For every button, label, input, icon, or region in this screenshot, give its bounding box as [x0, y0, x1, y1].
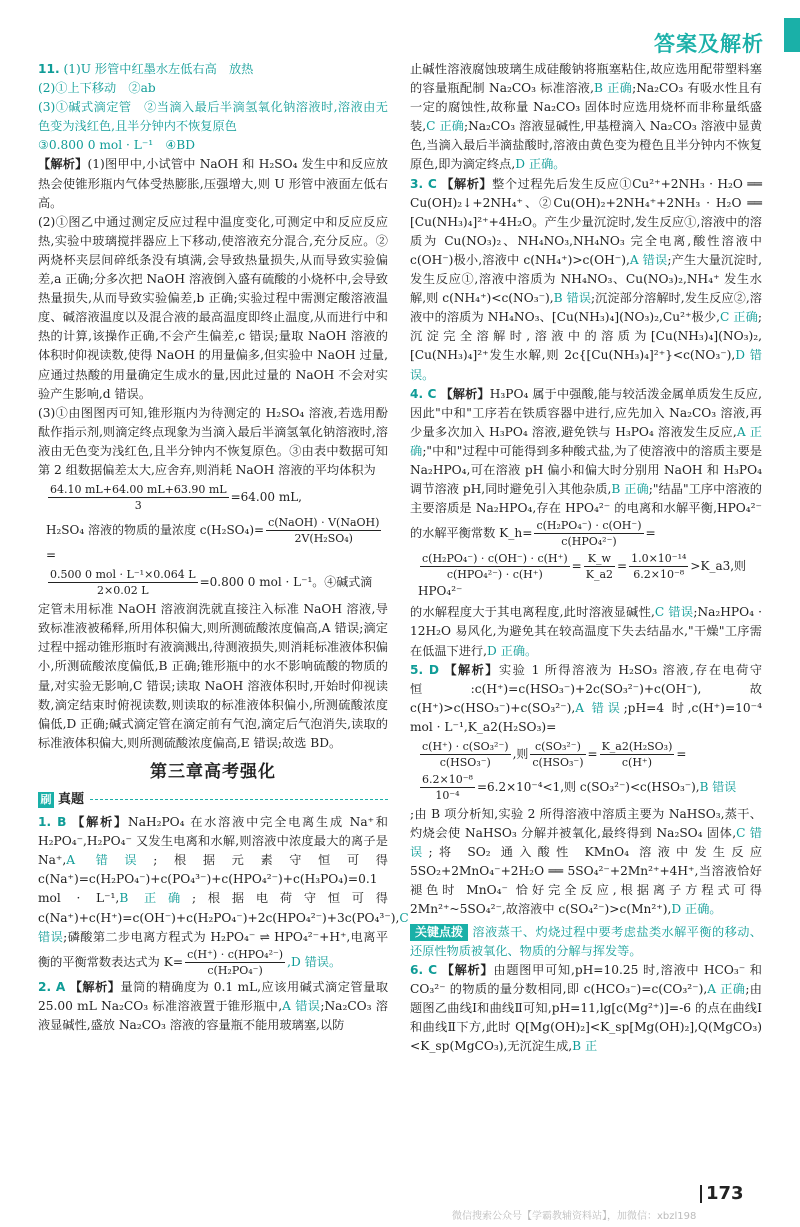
q4-f2-denominator: c(HPO₄²⁻) · c(H⁺): [446, 568, 543, 582]
q3-text-3: ;沉淀部分溶解时,发生反应②,溶液中的溶质为 NH₄NO₃、[Cu(NH₃)₄](NO₃)₂,Cu²⁺极少,: [410, 291, 762, 325]
q4-formula-hydrolysis: [418, 551, 762, 601]
q5-f3-numerator: K_a2(H₂SO₃): [601, 740, 673, 753]
q4-mark-b: B 正确: [611, 482, 649, 497]
q2-text: 量筒的精确度为 0.1 mL,应该用碱式滴定管量取 25.00 mL Na₂CO₃ 标准溶液置于锥形瓶中,: [38, 979, 389, 1013]
q4-f2-equals: =: [571, 559, 582, 574]
q1-block: [38, 813, 409, 978]
q11-f1-denominator: 3: [134, 499, 142, 513]
q11-paragraph-2: (2)①图乙中通过测定反应过程中温度变化,可测定中和反应反应热,实验中玻璃搅拌器应上下移动,使溶液充分混合,充分反应。②两烧杯夹层间碎纸条没有填满,会导致热量损失,从而导致实验偏差,a 正确;分多次把 NaOH 溶液倒入盛有硫酸的小烧杯中,会导致热量损失,从而导致实验偏差,b 正确;实验过程中需测定酸溶液温度、碱溶液温度以及混合液的最高温度即终止温度,从而进行中和热的计算,该操作正确,不会产生偏差,c 错误;量取 NaOH 溶液的体积时仰视读数,使得 NaOH 的用量偏多,但实验中 NaOH 过量,应通过热酸的用量确定生成水的量,因此过量的 NaOH 不会对实验产生影响,d 错误。: [38, 214, 388, 401]
q4-f1-numerator: c(H₂PO₄⁻) · c(OH⁻): [536, 519, 642, 533]
q11-f3-denominator: 2×0.02 L: [97, 584, 149, 598]
q1-mark-a: A 错误: [66, 853, 154, 868]
q6-mark-b: B 正: [572, 1039, 598, 1054]
section-title: 第三章高考强化: [150, 761, 276, 782]
q2c-text-3: ;Na₂CO₃ 溶液显碱性,甲基橙滴入 Na₂CO₃ 溶液中显黄色,当滴入最后半滴盐酸时,溶液由黄色变为橙色且半分钟内不恢复原色,即为滴定终点,: [410, 119, 763, 172]
q3-mark-d: D 错误。: [410, 348, 762, 382]
q11-f2-numerator: c(NaOH) · V(NaOH): [268, 516, 380, 530]
q11-formula-average-volume: [46, 482, 388, 513]
q3-mark-c: C 正确: [720, 310, 758, 325]
q2c-mark-c: C 正确: [426, 119, 464, 134]
page-number-bracket: [700, 1185, 702, 1203]
q4-f4-denominator: 6.2×10⁻⁸: [633, 568, 685, 582]
q5-f3-equals: =: [676, 747, 687, 761]
q2-continued: [410, 60, 762, 175]
q6-number: 6. C: [410, 962, 438, 977]
q1-text-d: ;磷酸第二步电离方程式为 H₂PO₄⁻ ⇌ HPO₄²⁻+H⁺,电离平衡的平衡常数表达式为 K=: [38, 929, 389, 969]
q11-number: 11.: [38, 62, 60, 76]
q4-tail: [410, 603, 762, 660]
q4-text-4: 的水解程度大于其电离程度,此时溶液显碱性,: [410, 605, 655, 620]
q1-analysis-tag: 【解析】: [72, 815, 129, 830]
q5-mark-a: A 错误: [575, 700, 624, 715]
q11-answer-1: (1)U 形管中红墨水左低右高 放热: [63, 62, 254, 76]
q5-tail: [410, 805, 762, 920]
keypoint-badge: 关键点拨: [410, 924, 468, 941]
q2c-mark-b: B 正确: [594, 81, 633, 96]
q1-frac-denominator: c(H₂PO₄⁻): [207, 963, 263, 977]
q5-f1-denominator: c(HSO₃⁻): [439, 756, 491, 769]
q3-text-4: ;沉淀完全溶解时,溶液中的溶质为[Cu(NH₃)₄](NO₃)₂,[Cu(NH₃)₄]²⁺发生水解,则 2c{[Cu(NH₃)₄]²⁺}<c(NO₃⁻),: [410, 310, 763, 363]
q11-answers: [38, 60, 388, 155]
q11-f1-numerator: 64.10 mL+64.00 mL+63.90 mL: [50, 483, 227, 497]
q1-mark-d: ,D 错误。: [287, 954, 342, 969]
q5-analysis-tag: 【解析】: [444, 662, 499, 677]
q2-mark-a: A 错误: [282, 998, 321, 1013]
left-column: [38, 60, 409, 1035]
q5-text-2: ;pH=4 时,c(H⁺)=10⁻⁴ mol · L⁻¹,K_a2(H₂SO₃)=: [410, 700, 762, 734]
q11-formula-concentration: [46, 515, 388, 565]
q3-analysis-tag: 【解析】: [441, 176, 493, 191]
q4-text-3: ;"结晶"工序中溶液的主要溶质是 Na₂HPO₄,存在 HPO₄²⁻ 的电离和水解平衡,HPO₄²⁻ 的水解平衡常数 K_h=: [410, 482, 762, 541]
keypoint-block: [410, 923, 762, 961]
page-header: [0, 0, 800, 58]
q4-f3-equals: =: [617, 559, 628, 574]
q5-f4-result: =6.2×10⁻⁴<1,则 c(SO₃²⁻)<c(HSO₃⁻),: [476, 780, 700, 794]
q4-text: H₃PO₄ 属于中强酸,能与较活泼金属单质发生反应,因此"中和"工序若在铁质容器中进行,应先加入 Na₂CO₃ 溶液,再少量多次加入 H₃PO₄ 溶液,避免铁与 H₃PO₄ 溶液发生反应,: [410, 386, 763, 439]
q4-mark-a: A 正确: [410, 424, 762, 458]
q5-f2-numerator: c(SO₃²⁻): [530, 739, 585, 755]
q4-mark-d: D 正确。: [487, 643, 538, 658]
q1-mark-b: B 正确: [119, 891, 192, 906]
q6-text-2: ;由题图乙曲线Ⅰ和曲线Ⅱ可知,pH=11,lg[c(Mg²⁺)]=-6 的点在曲线Ⅰ和曲线Ⅱ下方,此时 Q[Mg(OH)₂]<K_sp[Mg(OH)₂],Q(MgCO₃)<K_sp(MgCO₃),无沉淀生成,: [410, 981, 762, 1054]
q5-mark-b: B 错误: [699, 780, 737, 794]
q3-number: 3. C: [410, 176, 437, 191]
q1-number: 1. B: [38, 815, 67, 830]
q11-paragraph-3: (3)①由图图丙可知,锥形瓶内为待测定的 H₂SO₄ 溶液,若选用酚酞作指示剂,则滴定终点现象为当滴入最后半滴氢氧化钠溶液时,溶液由无色变为浅红色,且半分钟内不恢复原色。③由表中数据可知第 2 组数据偏差太大,应舍弃,则消耗 NaOH 溶液的平均体积为: [38, 405, 388, 477]
q5-mark-d: D 正确。: [671, 902, 722, 917]
q6-block: [410, 961, 762, 1056]
q3-mark-a: A 错误: [629, 252, 668, 267]
q4-f4-result: >K_a3,则 HPO₄²⁻: [418, 559, 747, 599]
q5-block: [410, 661, 762, 737]
q4-f1-denominator: c(HPO₄²⁻): [561, 535, 617, 549]
zhenti-divider: [90, 799, 388, 800]
page-number: 173: [706, 1183, 744, 1204]
q4-text-2: ;"中和"过程中可能得到多种酸式盐,为了使溶液中的溶质主要是 Na₂HPO₄,可在溶液 pH 偏小和偏大时分别用 NaOH 和 H₃PO₄ 调节溶液 pH,同时避免引入其他杂质,: [410, 443, 763, 497]
q11-answer-2: (2)①上下移动 ②ab: [38, 81, 156, 96]
q1-text-a: NaH₂PO₄ 在水溶液中完全电离生成 Na⁺和 H₂PO₄⁻,H₂PO₄⁻ 又发生电离和水解,则溶液中浓度最大的离子是 Na⁺,: [38, 815, 388, 868]
q3-block: [410, 175, 762, 385]
q11-f2-equals: =: [46, 548, 57, 563]
zhenti-label: 真题: [58, 792, 85, 807]
zhenti-heading: [38, 790, 388, 809]
q5-f1-numerator: c(H⁺) · c(SO₃²⁻): [422, 740, 509, 753]
zhenti-badge: 刷: [38, 792, 54, 808]
q1-mark-c: C 错误: [38, 910, 409, 944]
q2c-text: 止碱性溶液腐蚀玻璃生成硅酸钠将瓶塞粘住,故应选用配带塑料塞的容量瓶配制 Na₂CO₃ 标准溶液,: [410, 62, 762, 96]
q5-text-4: ;将 SO₂ 通入酸性 KMnO₄ 溶液中发生反应 5SO₂+2MnO₄⁻+2H₂O ══ 5SO₄²⁻+2Mn²⁺+4H⁺,当溶液恰好褪色时 MnO₄⁻ 恰好完全反应,根据离子方程式可得 2Mn²⁺~5SO₄²⁻,故溶液中 c(SO₄²⁻)>c(Mn²⁺),: [410, 845, 763, 917]
q11-f2-denominator: 2V(H₂SO₄): [294, 532, 353, 546]
q6-text: 由题图甲可知,pH=10.25 时,溶液中 HCO₃⁻ 和 CO₃²⁻ 的物质的量分数相同,即 c(HCO₃⁻)=c(CO₃²⁻),: [410, 962, 762, 996]
header-title: 答案及解析: [654, 32, 764, 56]
q4-block: [410, 385, 762, 550]
q3-text-2: ;产生大量沉淀时,发生反应①,溶液中溶质为 NH₄NO₃、Cu(NO₃)₂,NH₄⁺ 发生水解,则 c(NH₄⁺)<c(NO₃⁻),: [410, 252, 762, 306]
q4-text-5: ;Na₂HPO₄ · 12H₂O 易风化,为避免其在较高温度下失去结晶水,"干燥"工序需在低温下进行,: [410, 605, 763, 658]
q11-f3-result: =0.800 0 mol · L⁻¹。④碱式滴: [199, 575, 373, 590]
q2-block: [38, 978, 388, 1035]
q4-f2-numerator: c(H₂PO₄⁻) · c(OH⁻) · c(H⁺): [422, 552, 568, 566]
q4-f1-equals: =: [645, 526, 656, 541]
q5-f4-numerator: 6.2×10⁻⁸: [422, 773, 473, 786]
q5-mark-c: C 错误: [410, 826, 762, 860]
q6-mark-a: A 正确: [707, 981, 746, 996]
q4-mark-c: C 错误: [654, 605, 694, 620]
q4-f4-numerator: 1.0×10⁻¹⁴: [631, 552, 687, 566]
q11-paragraph-1: (1)图甲中,小试管中 NaOH 和 H₂SO₄ 发生中和反应放热会使锥形瓶内气体受热膨胀,压强增大,则 U 形管中液面左低右高。: [38, 157, 388, 210]
q11-formula-result: [46, 567, 388, 598]
q5-formula-ka2: [418, 739, 762, 770]
q2-analysis-tag: 【解析】: [69, 979, 121, 994]
q6-analysis-tag: 【解析】: [441, 962, 494, 977]
q4-analysis-tag: 【解析】: [440, 386, 490, 401]
q3-mark-b: B 错误: [553, 291, 591, 306]
q11-f2-prefix: H₂SO₄ 溶液的物质的量浓度 c(H₂SO₄)=: [46, 523, 265, 538]
q11-f1-result: =64.00 mL,: [230, 490, 302, 505]
q1-frac-numerator: c(H⁺) · c(HPO₄²⁻): [187, 947, 284, 961]
q5-f2-equals: =: [587, 747, 598, 761]
q11-paragraph-4: 定管未用标准 NaOH 溶液润洗就直接注入标准 NaOH 溶液,导致标准液被稀释,所用体积偏大,则所测硫酸浓度偏高,A 错误;滴定过程中摇动锥形瓶时有液滴溅出,待测液损失,则消耗标准液体积偏小,所测硫酸浓度偏低,B 正确;锥形瓶中的水不影响硫酸的物质的量,对实验无影响,C 错误;读取 NaOH 溶液体积时,开始时仰视读数,滴定结束时俯视读数,则读取的标准液体积偏小,所测硫酸浓度偏低,D 正确;碱式滴定管在滴定前有气泡,滴定后气泡消失,读取的标准液体积偏大,则所测硫酸浓度偏高,E 错误;故选 BD。: [38, 602, 388, 750]
q5-f3-denominator: c(H⁺): [621, 756, 653, 769]
q11-answer-4: ③0.800 0 mol · L⁻¹ ④BD: [38, 138, 195, 153]
q5-f4-denominator: 10⁻⁴: [435, 789, 460, 802]
header-accent-bar: [784, 18, 800, 52]
watermark-text: 微信搜索公众号【学霸教辅资料站】，加微信：xbzl198: [452, 1211, 697, 1222]
q5-f2-denominator: c(HSO₃⁻): [532, 756, 584, 769]
q5-text: 实验 1 所得溶液为 H₂SO₃ 溶液,存在电荷守恒:c(H⁺)=c(HSO₃⁻)+2c(SO₃²⁻)+c(OH⁻),故 c(H⁺)>c(HSO₃⁻)+c(SO₃²⁻),: [410, 662, 763, 715]
q1-text-b: ;根据元素守恒可得 c(Na⁺)=c(H₂PO₄⁻)+c(PO₄³⁻)+c(HPO₄²⁻)+c(H₃PO₄)=0.1 mol · L⁻¹,: [38, 853, 388, 906]
right-column: [410, 60, 762, 1056]
q1-text-c: ;根据电荷守恒可得 c(Na⁺)+c(H⁺)=c(OH⁻)+c(H₂PO₄⁻)+2c(HPO₄²⁻)+3c(PO₄³⁻),: [38, 891, 400, 925]
q11-analysis-tag: 【解析】: [38, 157, 88, 172]
q4-f3-numerator: K_w: [584, 551, 615, 567]
q2c-mark-d: D 正确。: [515, 157, 566, 172]
q11-answer-3: (3)①碱式滴定管 ②当滴入最后半滴氢氧化钠溶液时,溶液由无色变为浅红色,且半分钟内不恢复原色: [38, 100, 388, 134]
q5-number: 5. D: [410, 662, 439, 677]
q2-text-2: ;Na₂CO₃ 溶液显碱性,盛放 Na₂CO₃ 溶液的容量瓶不能用玻璃塞,以防: [38, 998, 388, 1032]
q3-text: 整个过程先后发生反应①Cu²⁺+2NH₃ · H₂O ══ Cu(OH)₂↓+2NH₄⁺、②Cu(OH)₂+2NH₄⁺+2NH₃ · H₂O ══ [Cu(NH₃)₄]²⁺+4H₂O。产生少量沉淀时,发生反应①,溶液中的溶质为 Cu(NO₃)₂、NH₄NO₃,NH₄NO₃ 完全电离,酸性溶液中 c(OH⁻)极小,溶液中 c(NH₄⁺)>c(OH⁻),: [410, 176, 763, 267]
q5-formula-ratio: [418, 772, 762, 803]
q4-number: 4. C: [410, 386, 437, 401]
q4-f3-denominator: K_a2: [585, 568, 614, 582]
keypoint-text: 溶液蒸干、灼烧过程中要考虑盐类水解平衡的移动、还原性物质被氧化、物质的分解与挥发等。: [410, 924, 762, 958]
q5-f1-mid: ,则: [512, 747, 529, 761]
q11-f3-numerator: 0.500 0 mol · L⁻¹×0.064 L: [50, 568, 196, 582]
q2c-text-2: ;Na₂CO₃ 有吸水性且有一定的腐蚀性,故称量 Na₂CO₃ 固体时应选用烧杯而非称量纸盛装,: [410, 81, 763, 134]
q5-text-3: ;由 B 项分析知,实验 2 所得溶液中溶质主要为 NaHSO₃,蒸干、灼烧会使 NaHSO₃ 分解并被氧化,最终得到 Na₂SO₄ 固体,: [410, 807, 762, 841]
q2-number: 2. A: [38, 979, 66, 994]
